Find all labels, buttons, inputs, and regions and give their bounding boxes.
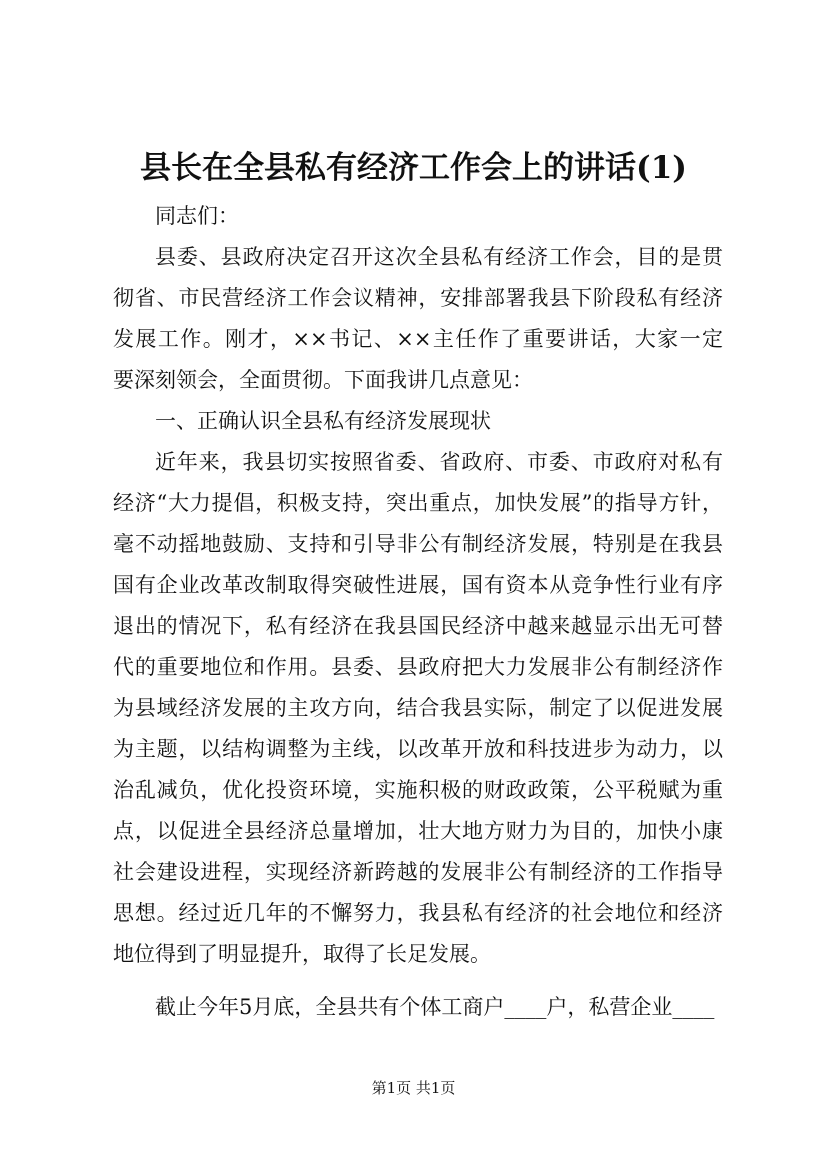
body-line: 代的重要地位和作用。县委、县政府把大力发展非公有制经济作 (113, 655, 723, 679)
document-body (113, 196, 723, 1028)
body-line: 点，以促进全县经济总量增加，壮大地方财力为目的，加快小康 (113, 819, 723, 843)
body-line: 毫不动摇地鼓励、支持和引导非公有制经济发展，特别是在我县 (113, 532, 723, 556)
body-line: 退出的情况下，私有经济在我县国民经济中越来越显示出无可替 (113, 614, 723, 638)
body-line: 经济“大力提倡，积极支持，突出重点，加快发展”的指导方针， (113, 491, 723, 515)
last-paragraph-line: 截止今年5月底，全县共有个体工商户____户，私营企业____ (155, 995, 715, 1019)
body-line: 思想。经过近几年的不懈努力，我县私有经济的社会地位和经济 (113, 901, 723, 925)
body-line: 县委、县政府决定召开这次全县私有经济工作会，目的是贯 (155, 245, 723, 269)
body-line: 社会建设进程，实现经济新跨越的发展非公有制经济的工作指导 (113, 860, 723, 884)
document-title: 县长在全县私有经济工作会上的讲话(1) (140, 150, 687, 186)
body-line: 彻省、市民营经济工作会议精神，安排部署我县下阶段私有经济 (113, 286, 723, 310)
body-line: 一、正确认识全县私有经济发展现状 (155, 409, 491, 433)
body-line: 发展工作。刚才，××书记、××主任作了重要讲话，大家一定 (113, 327, 723, 351)
page-footer: 第1页 共1页 (371, 1079, 456, 1097)
body-line: 近年来，我县切实按照省委、省政府、市委、市政府对私有 (155, 450, 723, 474)
paragraph-lines (113, 237, 723, 975)
body-line: 为县域经济发展的主攻方向，结合我县实际，制定了以促进发展 (113, 696, 723, 720)
paragraph-gap (113, 975, 723, 987)
body-line: 治乱减负，优化投资环境，实施积极的财政政策，公平税赋为重 (113, 778, 723, 802)
salutation: 同志们： (155, 204, 239, 228)
body-line: 国有企业改革改制取得突破性进展，国有资本从竞争性行业有序 (113, 573, 723, 597)
body-line: 地位得到了明显提升，取得了长足发展。 (113, 942, 491, 966)
body-line: 为主题，以结构调整为主线，以改革开放和科技进步为动力，以 (113, 737, 723, 761)
body-line: 要深刻领会，全面贯彻。下面我讲几点意见： (113, 368, 533, 392)
